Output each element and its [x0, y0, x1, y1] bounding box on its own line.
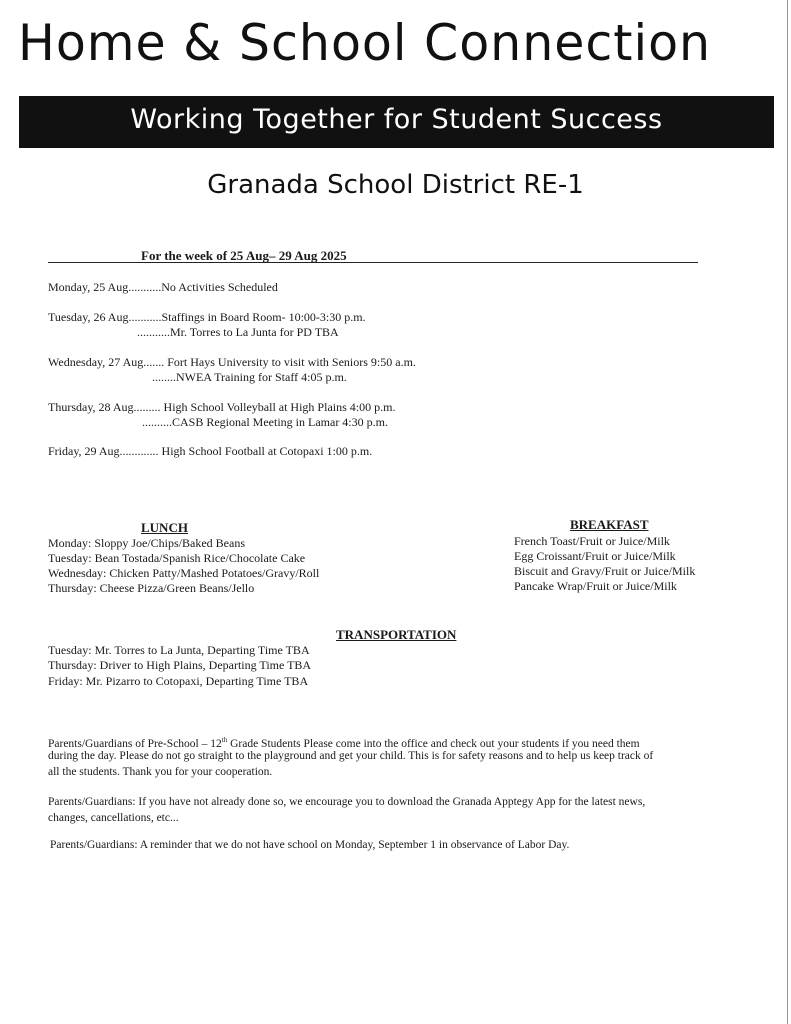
transportation-heading: TRANSPORTATION	[336, 627, 457, 642]
transportation-item: Friday: Mr. Pizarro to Cotopaxi, Departing Time TBA	[48, 674, 309, 688]
breakfast-item: Egg Croissant/Fruit or Juice/Milk	[514, 549, 676, 563]
schedule-entry: Tuesday, 26 Aug...........Staffings in Board Room- 10:00-3:30 p.m.	[48, 310, 366, 324]
lunch-item: Monday: Sloppy Joe/Chips/Baked Beans	[48, 536, 245, 550]
schedule-entry: ..........CASB Regional Meeting in Lamar 4:30 p.m.	[142, 415, 388, 429]
lunch-item: Wednesday: Chicken Patty/Mashed Potatoes/Gravy/Roll	[48, 566, 320, 580]
lunch-heading: LUNCH	[141, 520, 188, 535]
newsletter-title: Home & School Connection	[18, 14, 712, 72]
banner-text: Working Together for Student Success	[130, 104, 663, 135]
schedule-entry: ........NWEA Training for Staff 4:05 p.m.	[152, 370, 347, 384]
schedule-entry: Wednesday, 27 Aug....... Fort Hays University to visit with Seniors 9:50 a.m.	[48, 355, 416, 369]
transportation-item: Tuesday: Mr. Torres to La Junta, Departing Time TBA	[48, 643, 310, 657]
page-edge-line	[787, 0, 788, 1024]
notice-labor-day: Parents/Guardians: A reminder that we do not have school on Monday, September 1 in observance of Labor Day.	[50, 839, 570, 851]
schedule-entry: Monday, 25 Aug...........No Activities Scheduled	[48, 280, 278, 294]
breakfast-item: Pancake Wrap/Fruit or Juice/Milk	[514, 579, 677, 593]
schedule-entry: Friday, 29 Aug............. High School Football at Cotopaxi 1:00 p.m.	[48, 444, 373, 458]
title-banner	[19, 96, 774, 148]
notice-checkout-text-a: Parents/Guardians of Pre-School – 12	[48, 737, 222, 750]
notice-checkout-line2: during the day. Please do not go straight to the playground and get your child. This is for safety reasons and to help us keep track of	[48, 750, 654, 762]
notice-superscript: th	[221, 736, 228, 744]
district-name: Granada School District RE-1	[207, 170, 584, 200]
notice-checkout-line3: all the students. Thank you for your cooperation.	[48, 766, 273, 778]
notice-app-line2: changes, cancellations, etc...	[48, 812, 179, 824]
lunch-item: Tuesday: Bean Tostada/Spanish Rice/Chocolate Cake	[48, 551, 306, 565]
transportation-item: Thursday: Driver to High Plains, Departing Time TBA	[48, 658, 312, 672]
week-title: For the week of 25 Aug– 29 Aug 2025	[141, 248, 347, 263]
schedule-entry: Thursday, 28 Aug......... High School Volleyball at High Plains 4:00 p.m.	[48, 400, 396, 414]
notice-checkout-text-b: Grade Students Please come into the office and check out your students if you need them	[227, 737, 640, 750]
breakfast-heading: BREAKFAST	[570, 517, 649, 532]
breakfast-item: Biscuit and Gravy/Fruit or Juice/Milk	[514, 564, 696, 578]
schedule-entry: ...........Mr. Torres to La Junta for PD TBA	[137, 325, 339, 339]
lunch-item: Thursday: Cheese Pizza/Green Beans/Jello	[48, 581, 255, 595]
notice-app-line1: Parents/Guardians: If you have not already done so, we encourage you to download the Granada Apptegy App for the latest news,	[48, 796, 646, 808]
breakfast-item: French Toast/Fruit or Juice/Milk	[514, 534, 670, 548]
